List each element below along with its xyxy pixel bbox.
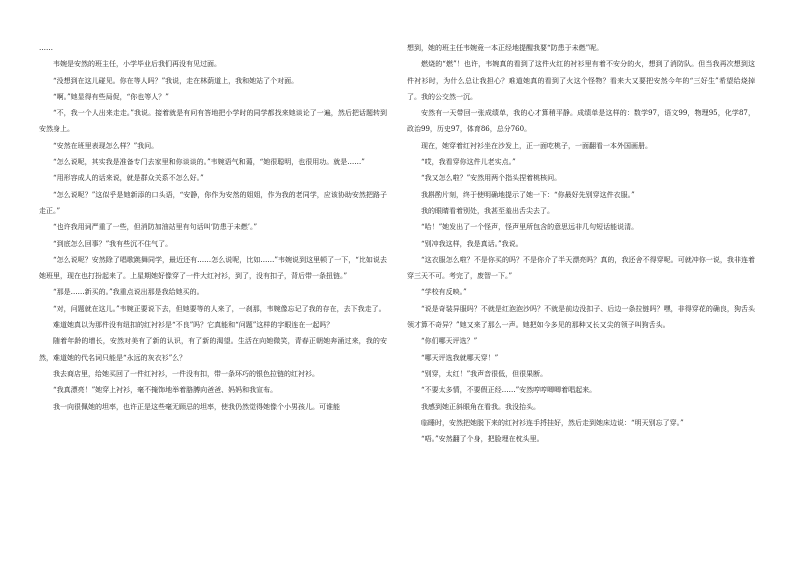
paragraph: “哎，我看穿你这件儿老实点。” — [421, 158, 516, 167]
paragraph: 我一向很佩她的坦率，也许正是这些毫无顾忌的坦率，使我仍然觉得她像个小男孩儿。可谁能 — [53, 402, 340, 411]
left-column — [39, 40, 387, 415]
right-column — [407, 40, 755, 447]
paragraph: 燃烧的“燃”！也许，韦婉真的看到了这件火红的衬衫里有着不安分的火，想到了消防队。但当我再次想到这件衬衫时，为什么总让我担心？难道她真的看到了火这个怪物？看来大又要把安然今年的“三好生”希望给烧掉了。我的公交然一沉。 — [407, 60, 755, 101]
paragraph: “用形容成人的话来说，就是群众关系不怎么好。” — [53, 174, 204, 183]
paragraph: “我又怎么啦？”安然用两个指头捏着桃核问。 — [421, 174, 562, 183]
paragraph: “哈！”她发出了一个怪声，怪声里所包含的意思远非几句短话能说清。 — [421, 223, 639, 232]
paragraph: 我斟酌片刻，终于使明确地提示了她一下：“你最好先别穿这件衣服。” — [421, 190, 635, 199]
paragraph: …… — [39, 44, 53, 52]
paragraph: 难道她真以为那件没有纽扣的红衬衫是“不良”吗？它真能和“问题”这样的字眼连在一起吗？ — [53, 321, 334, 330]
paragraph: 我的眼睛看着别处，我甚至羞出舌尖去了。 — [421, 206, 554, 215]
paragraph: “这衣服怎么啦？不是你买的吗？不是你介了半天漂亮吗？真的，我还舍不得穿呢。可就冲你一说，我非连着穿三天不可。考完了，废智一下。” — [407, 255, 755, 281]
paragraph: “唔。”安然翻了个身，把脸埋在枕头里。 — [421, 435, 544, 444]
paragraph: “对，问题就在这儿。”韦婉正要说下去，但她要等的人来了，一刹那，韦婉像忘记了我的存在，去下我走了。 — [53, 304, 386, 313]
paragraph: “那是……新买的。”我重点说出那是我给她买的。 — [53, 288, 204, 297]
paragraph: “不要太多情，不要假正经……”安然哼哼唧唧着唱起来。 — [421, 386, 597, 395]
paragraph: 临睡时，安然把她脱下来的红衬衫连手捋挂好，然后走到她床边说：“明天别忘了穿。” — [421, 418, 684, 427]
paragraph: 安然有一天带回一张成绩单，我的心才算稍平静。成绩单是这样的：数学97，语文99，物理95，化学87，政治99，历史97，体育86，总分760。 — [407, 109, 755, 134]
paragraph: “没想到在这儿碰见。你在等人吗？”我说，走在林荫道上，我和她站了个对面。 — [53, 76, 299, 85]
paragraph: “到底怎么回事？”我有些沉不住气了。 — [53, 239, 173, 248]
paragraph: “我真漂亮！”她穿上衬衫，毫不掩饰地举着胳膊向爸爸、妈妈和我宣布。 — [53, 386, 278, 395]
paragraph: 想到，她的班主任韦婉竟一本正经地提醒我要“防患于未燃”呢。 — [407, 44, 604, 52]
paragraph: 现在，她穿着红衬衫坐在沙发上，正一面吃桃子，一面翻看一本外国画册。 — [421, 141, 652, 150]
paragraph: “说是奇装异服吗？不就是红泡泡沙吗？不就是前边没扣子、后边一条拉链吗？嘿，非得穿花的确良，狗舌头领才算不奇异？”她又来了那么一声。她把如今多见的那种又长又尖的领子叫狗舌头。 — [407, 304, 755, 330]
paragraph: 我感到她正斜眼角在看我。我没抬头。 — [421, 402, 540, 411]
paragraph: “不，我一个人出来走走。”我说。接着就是有问有答地把小学时的同学都找来她谈论了一遍，然后把话题转到安然身上。 — [39, 109, 387, 134]
paragraph: “也许我用词严重了一些，但消防加油站里有句话叫‘防患于未燃’。” — [53, 223, 258, 232]
paragraph: “别冲我这样，我是真话。”我说。 — [421, 239, 523, 248]
paragraph: “学校有反映。” — [421, 288, 467, 297]
paragraph: “怎么说呢？安然除了唱歌跳舞同学，最近还有……怎么说呢，比如……”韦婉说到这里顿了一下，“比如说去她班里，现在也打扮起来了。上星期她好像穿了一件大红衬衫，到了，没有扣子，背后带一条扭链。” — [39, 255, 387, 281]
paragraph: 随着年龄的增长，安然对美有了新的认识，有了新的渴望。生活在向她微笑，青春正朝她奔涌过来，我的安然，难道她的代名词只能是“永远的灰衣衫”么？ — [39, 337, 387, 362]
paragraph: “别穿，太红！”我声音很低，但很果断。 — [421, 369, 548, 378]
paragraph: 韦婉是安然的班主任，小学毕业后我们再没有见过面。 — [53, 60, 221, 69]
paragraph: “怎么说呢，其实我是准备专门去家里和你谈谈的。”韦婉语气和蔼，“她很聪明，也很用功。就是……” — [53, 158, 365, 167]
paragraph: “啊。”她显得有些局促，“你也等人？” — [53, 92, 169, 101]
paragraph: “安然在班里表现怎么样？”我问。 — [53, 141, 159, 150]
paragraph: “怎么说呢？”这似乎是她新添的口头语，“安静，你作为安然的姐姐，作为我的老同学，应该协助安然把路子走正。” — [39, 190, 387, 215]
paragraph: 我去商店里，给她买回了一件红衬衫，一件没有扣，带一条环巧的银色拉链的红衬衫。 — [53, 369, 319, 378]
paragraph: “哪天评选我就哪天穿！” — [421, 353, 499, 362]
paragraph: “你们哪天评选？” — [421, 337, 478, 346]
